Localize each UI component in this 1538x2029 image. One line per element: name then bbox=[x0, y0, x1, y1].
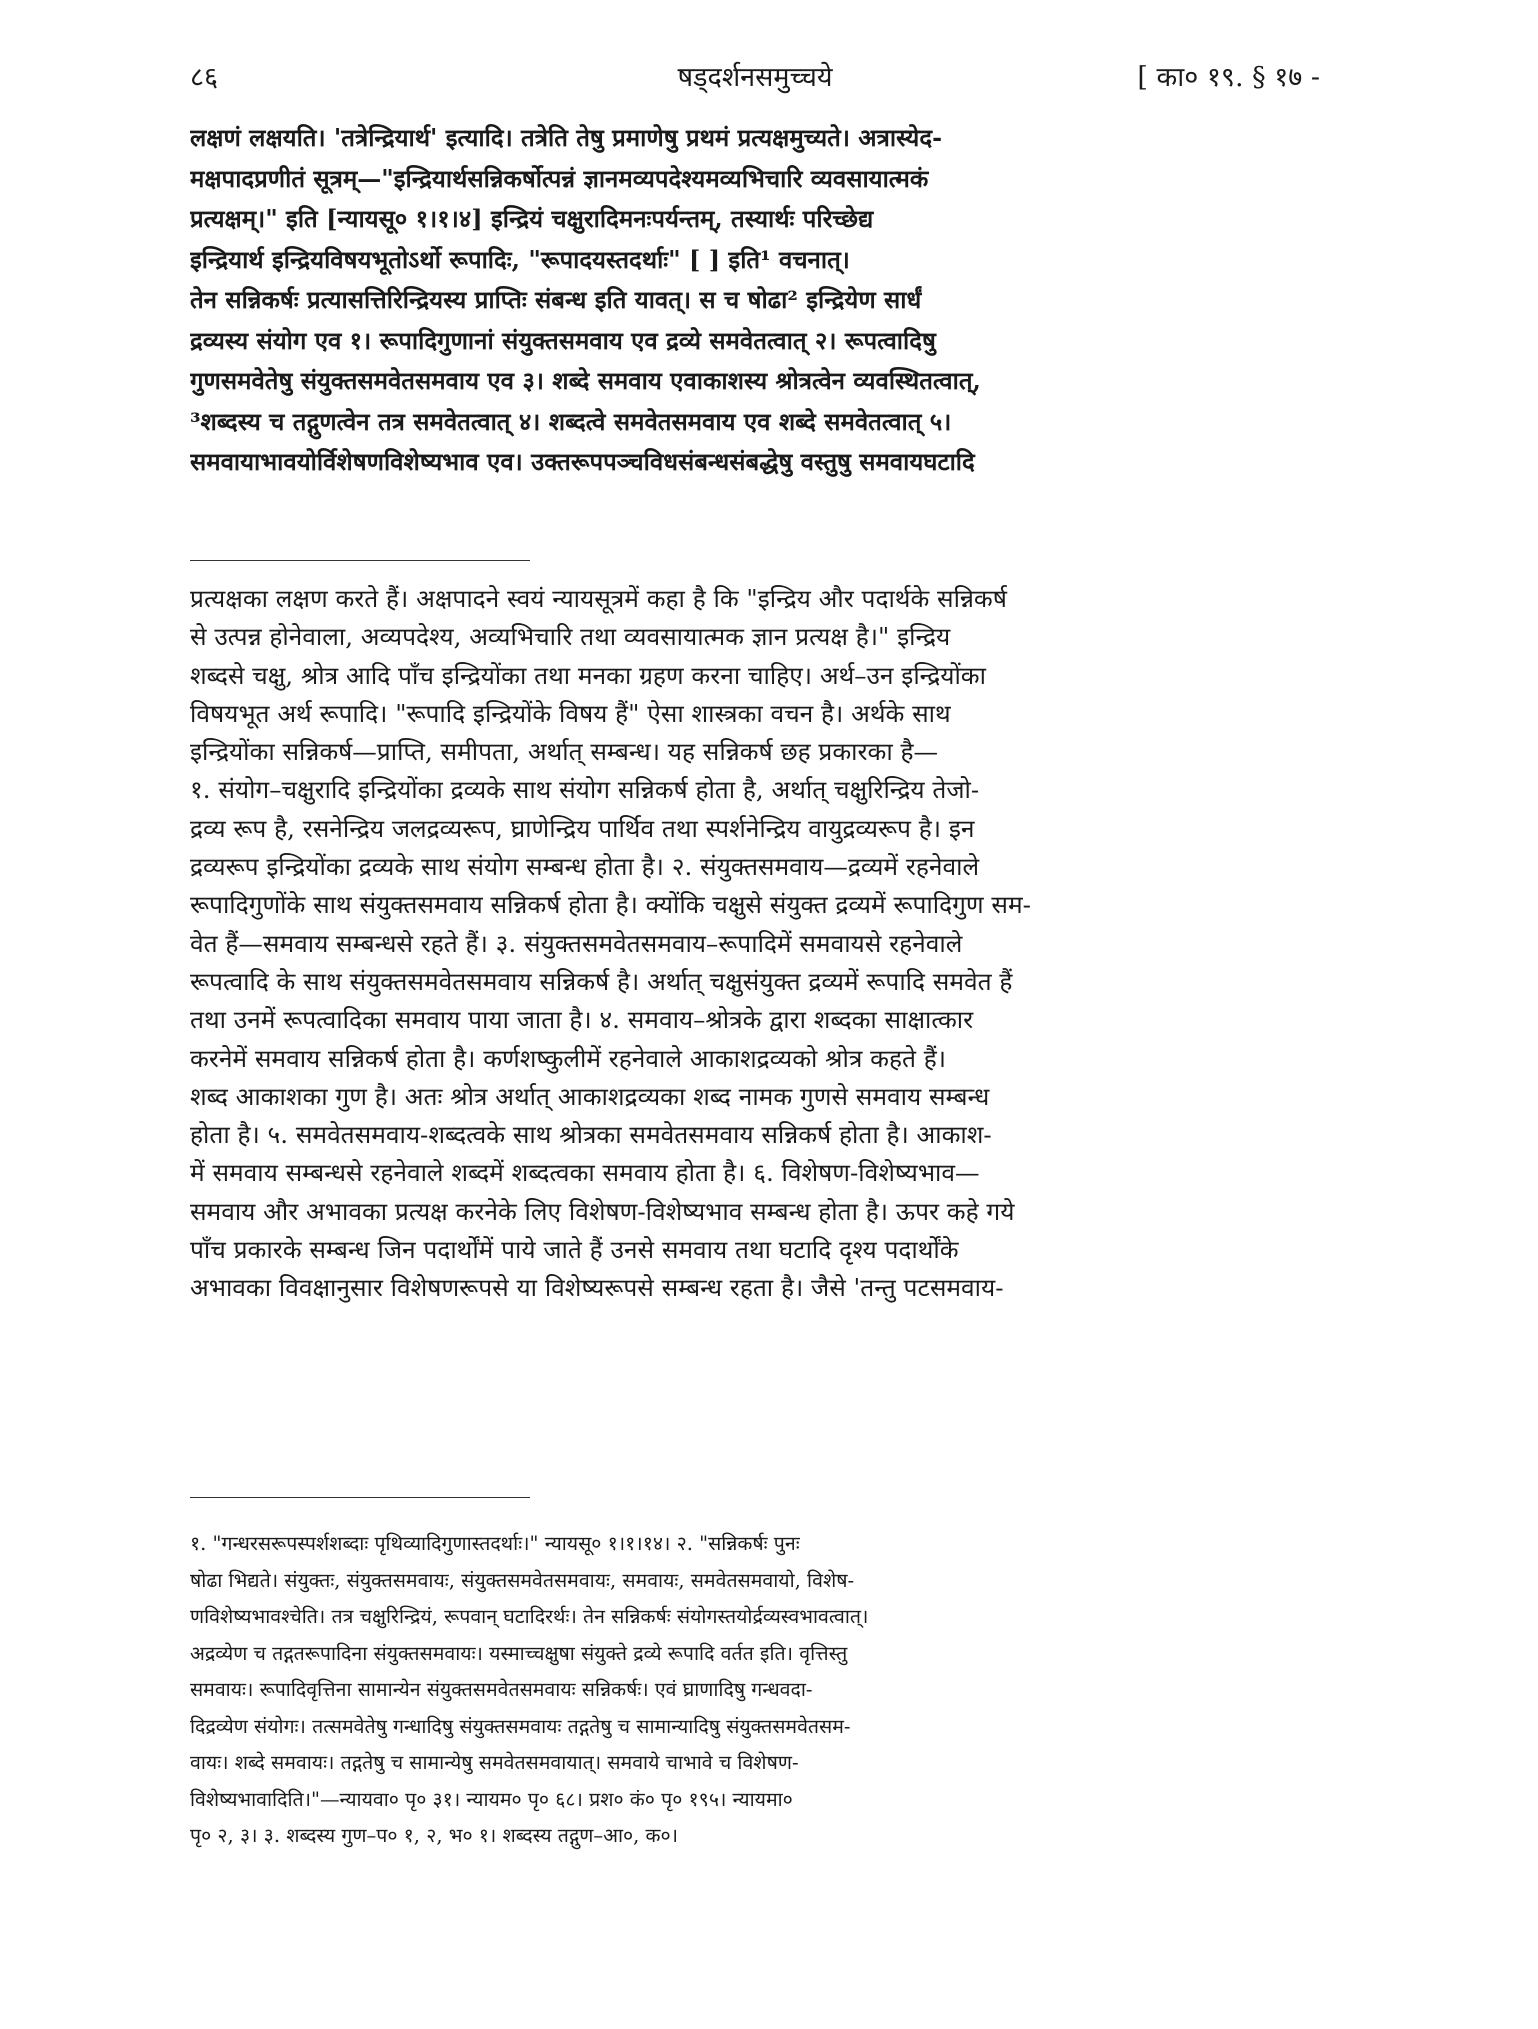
text-line: में समवाय सम्बन्धसे रहनेवाले शब्दमें शब्दत्वका समवाय होता है। ६. विशेषण-विशेष्यभाव— bbox=[190, 1158, 980, 1188]
text-line: तेन सन्निकर्षः प्रत्यासत्तिरिन्द्रियस्य प्राप्तिः संबन्ध इति यावत्। स च षोढा² इन्द्रियेण सार्धं bbox=[190, 285, 922, 314]
footnote-line: अद्रव्येण च तद्गतरूपादिना संयुक्तसमवायः। यस्माच्चक्षुषा संयुक्ते द्रव्ये रूपादि वर्तत इति। वृत्तिस्तु bbox=[190, 1641, 848, 1665]
section-divider bbox=[190, 560, 530, 561]
footnote-line: वायः। शब्दे समवायः। तद्गतेषु च सामान्येषु समवेतसमवायात्। समवाये चाभावे च विशेषण- bbox=[190, 1751, 799, 1774]
text-line: समवाय और अभावका प्रत्यक्ष करनेके लिए विशेषण-विशेष्यभाव सम्बन्ध होता है। ऊपर कहे गये bbox=[190, 1196, 1015, 1226]
text-line: ³शब्दस्य च तद्गुणत्वेन तत्र समवेतत्वात् ४। शब्दत्वे समवेतसमवाय एव शब्दे समवेतत्वात् ५। bbox=[190, 406, 952, 436]
text-line: द्रव्य रूप है, रसनेन्द्रिय जलद्रव्यरूप, घ्राणेन्द्रिय पार्थिव तथा स्पर्शनेन्द्रिय वायुद्रव्यरूप है। इन bbox=[190, 813, 975, 843]
text-line: इन्द्रियार्थ इन्द्रियविषयभूतोऽर्थो रूपादिः, "रूपादयस्तदर्थाः" [ ] इति¹ वचनात्। bbox=[190, 244, 850, 274]
text-line: तथा उनमें रूपत्वादिका समवाय पाया जाता है। ४. समवाय–श्रोत्रके द्वारा शब्दका साक्षात्कार bbox=[190, 1005, 974, 1035]
text-line: करनेमें समवाय सन्निकर्ष होता है। कर्णशष्कुलीमें रहनेवाले आकाशद्रव्यको श्रोत्र कहते हैं। bbox=[190, 1043, 947, 1073]
page-number: ८६ bbox=[190, 62, 219, 93]
text-line: वेत हैं—समवाय सम्बन्धसे रहते हैं। ३. संयुक्तसमवेतसमवाय–रूपादिमें समवायसे रहनेवाले bbox=[190, 928, 963, 958]
text-line: गुणसमवेतेषु संयुक्तसमवेतसमवाय एव ३। शब्दे समवाय एवाकाशस्य श्रोत्रत्वेन व्यवस्थितत्वात्, bbox=[190, 366, 981, 395]
text-line: शब्द आकाशका गुण है। अतः श्रोत्र अर्थात् आकाशद्रव्यका शब्द नामक गुणसे समवाय सम्बन्ध bbox=[190, 1081, 990, 1111]
text-line: पाँच प्रकारके सम्बन्ध जिन पदार्थोंमें पाये जाते हैं उनसे समवाय तथा घटादि दृश्य पदार्थोंके bbox=[190, 1235, 959, 1265]
footnote-line: णविशेष्यभावश्चेति। तत्र चक्षुरिन्द्रियं, रूपवान् घटादिरर्थः। तेन सन्निकर्षः संयोगस्तयोर्द्रव्यस्वभावत्वात्। bbox=[190, 1605, 869, 1628]
text-line: समवायाभावयोर्विशेषणविशेष्यभाव एव। उक्तरूपपञ्चविधसंबन्धसंबद्धेषु वस्तुषु समवायघटादि bbox=[190, 447, 975, 476]
text-line: द्रव्यस्य संयोग एव १। रूपादिगुणानां संयुक्तसमवाय एव द्रव्ये समवेतत्वात् २। रूपत्वादिषु bbox=[190, 325, 936, 355]
text-line: रूपत्वादि के साथ संयुक्तसमवेतसमवाय सन्निकर्ष है। अर्थात् चक्षुसंयुक्त द्रव्यमें रूपादि समवेत हैं bbox=[190, 966, 1013, 996]
sanskrit-commentary bbox=[190, 118, 1320, 483]
footnote-line: षोढा भिद्यते। संयुक्तः, संयुक्तसमवायः, संयुक्तसमवेतसमवायः, समवायः, समवेतसमवायो, विशेष- bbox=[190, 1568, 855, 1592]
text-line: प्रत्यक्षम्।" इति [न्यायसू० १।१।४] इन्द्रियं चक्षुरादिमनःपर्यन्तम्, तस्यार्थः परिच्छेद्य bbox=[190, 204, 874, 233]
text-line: अभावका विवक्षानुसार विशेषणरूपसे या विशेष्यरूपसे सम्बन्ध रहता है। जैसे 'तन्तु पटसमवाय- bbox=[190, 1273, 1004, 1303]
text-line: से उत्पन्न होनेवाला, अव्यपदेश्य, अव्यभिचारि तथा व्यवसायात्मक ज्ञान प्रत्यक्ष है।" इन्द्रिय bbox=[190, 622, 951, 652]
text-line: १. संयोग–चक्षुरादि इन्द्रियोंका द्रव्यके साथ संयोग सन्निकर्ष होता है, अर्थात् चक्षुरिन्द्रिय तेजो- bbox=[190, 775, 980, 805]
footnote-divider bbox=[190, 1497, 530, 1498]
text-line: विषयभूत अर्थ रूपादि। "रूपादि इन्द्रियोंके विषय हैं" ऐसा शास्त्रका वचन है। अर्थके साथ bbox=[190, 698, 951, 728]
footnotes bbox=[190, 1526, 1320, 1855]
footnote-line: दिद्रव्येण संयोगः। तत्समवेतेषु गन्धादिषु संयुक्तसमवायः तद्गतेषु च सामान्यादिषु संयुक्तसमवेतसम- bbox=[190, 1714, 851, 1738]
text-line: होता है। ५. समवेतसमवाय-शब्दत्वके साथ श्रोत्रका समवेतसमवाय सन्निकर्ष होता है। आकाश- bbox=[190, 1120, 992, 1150]
text-line: इन्द्रियोंका सन्निकर्ष—प्राप्ति, समीपता, अर्थात् सम्बन्ध। यह सन्निकर्ष छह प्रकारका है— bbox=[190, 737, 938, 767]
section-reference: [ का० १९. § १७ - bbox=[1137, 62, 1320, 93]
text-line: मक्षपादप्रणीतं सूत्रम्—"इन्द्रियार्थसन्निकर्षोत्पन्नं ज्ञानमव्यपदेश्यमव्यभिचारि व्यवसायात्मकं bbox=[190, 163, 929, 193]
hindi-translation bbox=[190, 580, 1320, 1308]
text-line: शब्दसे चक्षु, श्रोत्र आदि पाँच इन्द्रियोंका तथा मनका ग्रहण करना चाहिए। अर्थ–उन इन्द्रियोंका bbox=[190, 660, 986, 690]
text-line: रूपादिगुणोंके साथ संयुक्तसमवाय सन्निकर्ष होता है। क्योंकि चक्षुसे संयुक्त द्रव्यमें रूपादिगुण सम- bbox=[190, 890, 1031, 920]
footnote-line: १. "गन्धरसरूपस्पर्शशब्दाः पृथिव्यादिगुणास्तदर्थाः।" न्यायसू० १।१।१४। २. "सन्निकर्षः पुनः bbox=[190, 1532, 800, 1555]
page-header bbox=[190, 58, 1320, 98]
footnote-line: विशेष्यभावादिति।"—न्यायवा० पृ० ३१। न्यायम० पृ० ६८। प्रश० कं० पृ० १९५। न्यायमा० bbox=[190, 1787, 793, 1811]
running-title: षड्दर्शनसमुच्चये bbox=[677, 62, 833, 93]
text-line: प्रत्यक्षका लक्षण करते हैं। अक्षपादने स्वयं न्यायसूत्रमें कहा है कि "इन्द्रिय और पदार्थके सन्निकर्ष bbox=[190, 584, 1007, 613]
footnote-line: पृ० २, ३। ३. शब्दस्य गुण–प० १, २, भ० १। शब्दस्य तद्गुण–आ०, क०। bbox=[190, 1824, 679, 1847]
text-line: लक्षणं लक्षयति। 'तत्रेन्द्रियार्थ' इत्यादि। तत्रेति तेषु प्रमाणेषु प्रथमं प्रत्यक्षमुच्यते। अत्रास्येद- bbox=[190, 123, 943, 152]
text-line: द्रव्यरूप इन्द्रियोंका द्रव्यके साथ संयोग सम्बन्ध होता है। २. संयुक्तसमवाय—द्रव्यमें रहनेवाले bbox=[190, 852, 980, 882]
footnote-line: समवायः। रूपादिवृत्तिना सामान्येन संयुक्तसमवेतसमवायः सन्निकर्षः। एवं घ्राणादिषु गन्धवदा- bbox=[190, 1678, 813, 1701]
